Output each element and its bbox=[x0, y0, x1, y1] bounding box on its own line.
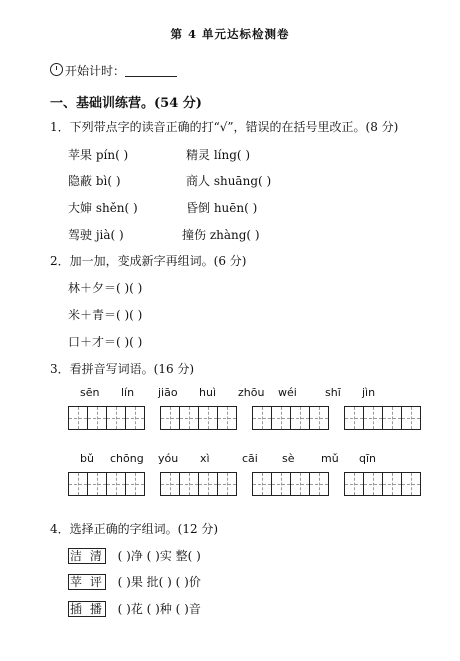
tianzige-row bbox=[68, 406, 421, 430]
q4-item bbox=[68, 600, 201, 617]
q2-item: 林＋夕＝( )( ) bbox=[68, 281, 143, 295]
question-3: 3．看拼音写词语。(16 分) bbox=[50, 362, 195, 376]
tianzige-block[interactable] bbox=[344, 406, 421, 430]
section-heading: 一、基础训练营。(54 分) bbox=[50, 96, 202, 111]
char-choice-box: 插 播 bbox=[70, 602, 104, 616]
q1-item: 商人 shuāng( ) bbox=[186, 174, 272, 188]
q1-item: 昏倒 huēn( ) bbox=[186, 201, 258, 215]
pinyin: qīn bbox=[359, 452, 377, 465]
q4-item bbox=[68, 547, 201, 564]
q4-blanks: ( )花 ( )种 ( )音 bbox=[117, 602, 201, 616]
q4-blanks: ( )果 批( ) ( )价 bbox=[117, 575, 201, 589]
q1-item: 苹果 pín( ) bbox=[68, 148, 129, 162]
pinyin: xì bbox=[200, 452, 210, 465]
char-choice-box: 苹 评 bbox=[70, 575, 104, 589]
pinyin: shī bbox=[325, 386, 341, 399]
q2-item: 米＋青＝( )( ) bbox=[68, 308, 143, 322]
question-4: 4．选择正确的字组词。(12 分) bbox=[50, 522, 219, 536]
timer-blank[interactable] bbox=[125, 64, 177, 77]
timer-label: 开始计时： bbox=[65, 64, 126, 78]
tianzige-block[interactable] bbox=[252, 406, 329, 430]
pinyin: huì bbox=[199, 386, 216, 399]
pinyin: jìn bbox=[362, 386, 376, 399]
tianzige-block[interactable] bbox=[160, 406, 237, 430]
pinyin: mǔ bbox=[321, 452, 339, 465]
q4-item bbox=[68, 573, 201, 590]
pinyin: lín bbox=[121, 386, 135, 399]
q4-blanks: ( )净 ( )实 整( ) bbox=[117, 549, 201, 563]
question-2: 2．加一加，变成新字再组词。(6 分) bbox=[50, 254, 247, 268]
q1-item: 撞伤 zhàng( ) bbox=[182, 228, 260, 242]
pinyin: bǔ bbox=[80, 452, 94, 465]
pinyin: chōng bbox=[110, 452, 144, 465]
pinyin: cāi bbox=[242, 452, 258, 465]
q1-item: 驾驶 jià( ) bbox=[68, 228, 124, 242]
tianzige-block[interactable] bbox=[68, 406, 145, 430]
char-choice-box: 洁 清 bbox=[70, 549, 104, 563]
timer-line bbox=[50, 62, 177, 79]
tianzige-row bbox=[68, 472, 421, 496]
tianzige-block[interactable] bbox=[160, 472, 237, 496]
q2-item: 口＋才＝( )( ) bbox=[68, 335, 143, 349]
pinyin: sēn bbox=[80, 386, 100, 399]
question-1: 1．下列带点字的读音正确的打“√”，错误的在括号里改正。(8 分) bbox=[50, 120, 399, 134]
q1-item: 精灵 líng( ) bbox=[186, 148, 251, 162]
tianzige-block[interactable] bbox=[252, 472, 329, 496]
pinyin: sè bbox=[282, 452, 295, 465]
tianzige-block[interactable] bbox=[68, 472, 145, 496]
pinyin: jiāo bbox=[158, 386, 178, 399]
pinyin: zhōu bbox=[238, 386, 265, 399]
q1-item: 隐蔽 bì( ) bbox=[68, 174, 121, 188]
pinyin: wéi bbox=[278, 386, 297, 399]
q1-item: 大婶 shěn( ) bbox=[68, 201, 138, 215]
page-title: 第 4 单元达标检测卷 bbox=[170, 27, 290, 41]
clock-icon bbox=[50, 63, 63, 76]
pinyin: yóu bbox=[158, 452, 179, 465]
tianzige-block[interactable] bbox=[344, 472, 421, 496]
